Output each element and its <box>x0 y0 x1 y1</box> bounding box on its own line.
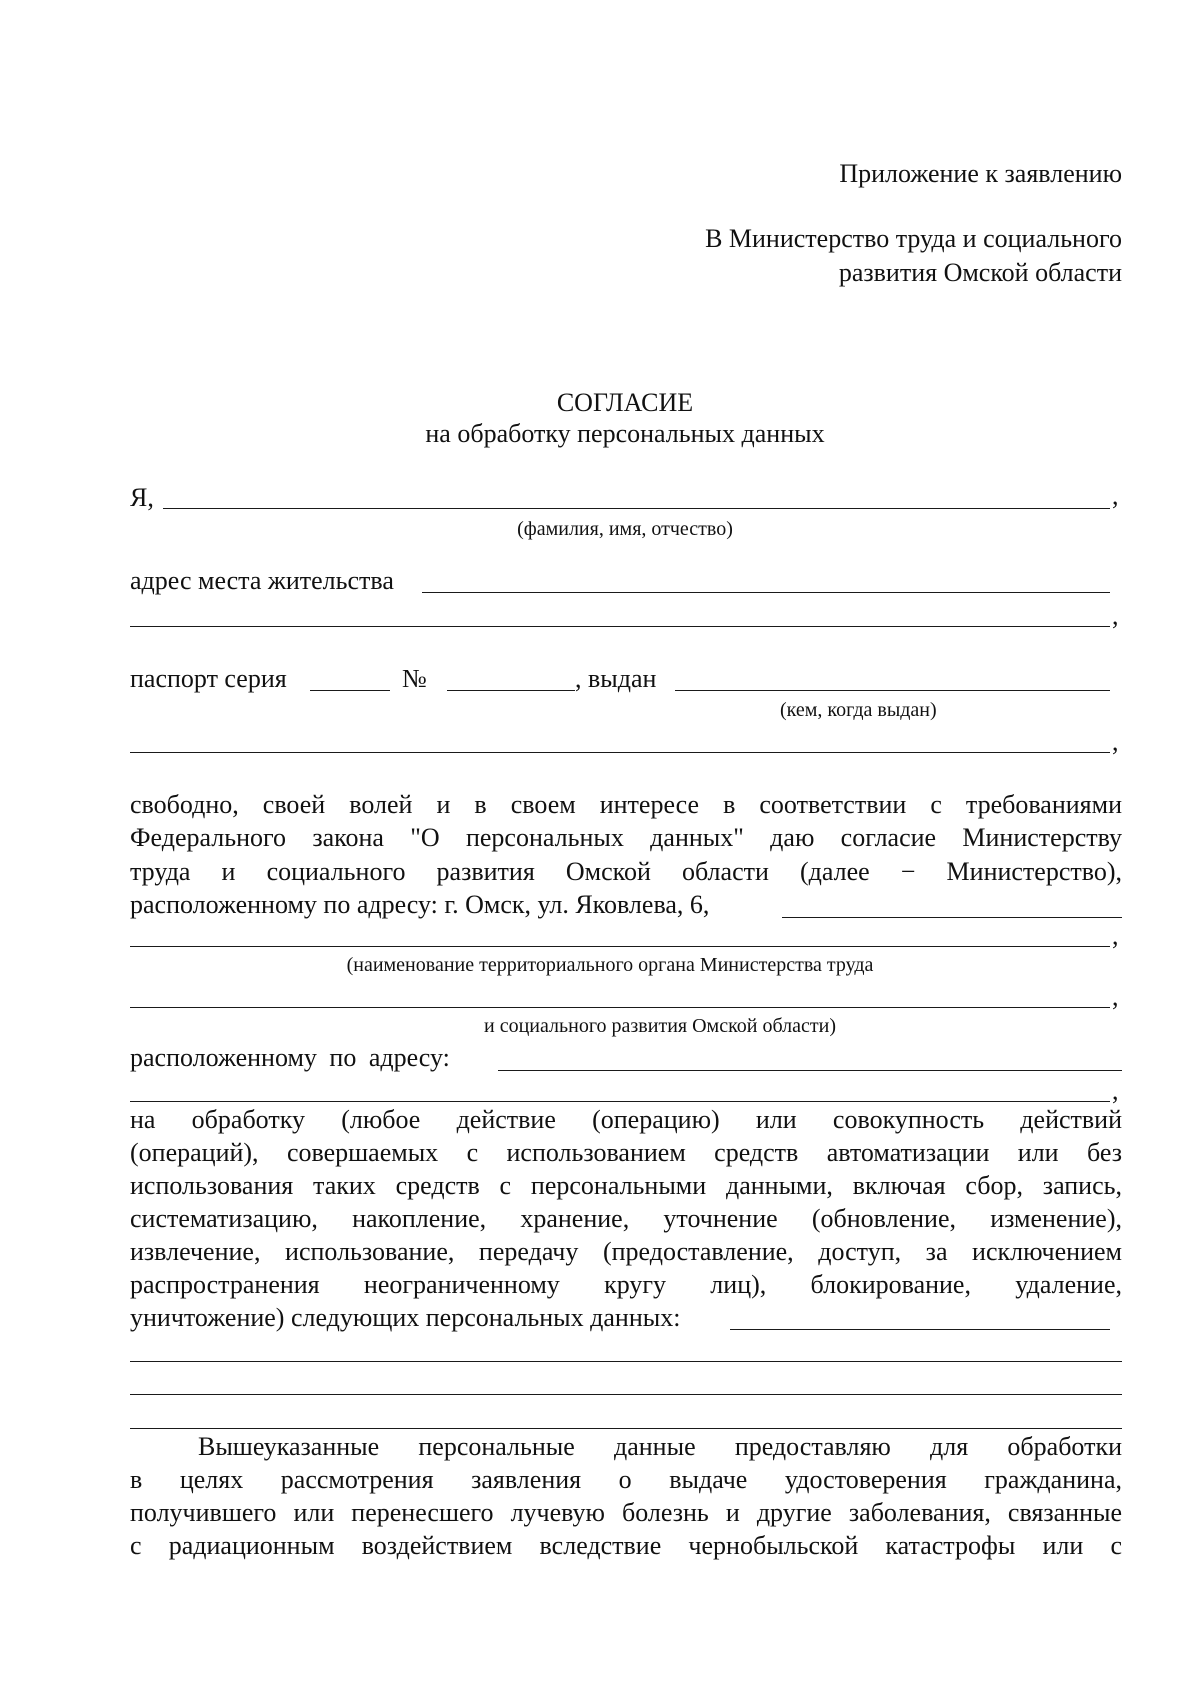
full-name-field[interactable] <box>163 508 1110 509</box>
passport-issued-field[interactable] <box>675 690 1110 691</box>
comma: , <box>1112 982 1119 1011</box>
addressee-line-1: В Министерство труда и социального <box>705 224 1122 253</box>
passport-issued-field-line-2[interactable] <box>130 752 1110 753</box>
territorial-organ-hint-2: и социального развития Омской области) <box>483 1015 836 1037</box>
addressee-line-2: развития Омской области <box>838 258 1122 287</box>
purpose-paragraph-line: с радиационным воздействием вследствие чернобыльской катастрофы или с <box>130 1531 1122 1560</box>
full-name-hint: (фамилия, имя, отчество) <box>517 518 733 540</box>
personal-data-field[interactable] <box>730 1329 1110 1330</box>
document-title: СОГЛАСИЕ <box>556 388 694 417</box>
purpose-paragraph-line: в целях рассмотрения заявления о выдаче удостоверения гражданина, <box>130 1465 1122 1494</box>
personal-data-field-line-4[interactable] <box>130 1428 1122 1429</box>
passport-number-field[interactable] <box>447 690 575 691</box>
address-field-line-2[interactable] <box>130 626 1110 627</box>
territorial-organ-field[interactable] <box>782 917 1122 918</box>
document-subtitle: на обработку персональных данных <box>425 419 825 448</box>
processing-paragraph-line: на обработку (любое действие (операцию) или совокупность действий <box>130 1105 1122 1134</box>
organ-address-field[interactable] <box>498 1070 1122 1071</box>
passport-series-field[interactable] <box>310 690 390 691</box>
processing-paragraph-line: (операций), совершаемых с использованием средств автоматизации или без <box>130 1138 1122 1167</box>
processing-paragraph-line: использования таких средств с персональными данными, включая сбор, запись, <box>130 1171 1122 1200</box>
ministry-address-text: расположенному по адресу: г. Омск, ул. Яковлева, 6, <box>130 890 710 919</box>
consent-paragraph-line: свободно, своей волей и в своем интересе в соответствии с требованиями <box>130 790 1122 819</box>
comma: , <box>1112 727 1119 756</box>
comma: , <box>1112 1076 1119 1105</box>
purpose-paragraph-line: Вышеуказанные персональные данные предоставляю для обработки <box>198 1432 1122 1461</box>
issued-label: , выдан <box>575 664 657 693</box>
purpose-paragraph-line: получившего или перенесшего лучевую болезнь и другие заболевания, связанные <box>130 1498 1122 1527</box>
territorial-organ-hint-1: (наименование территориального органа Министерства труда <box>346 954 874 976</box>
issued-hint: (кем, когда выдан) <box>780 699 937 721</box>
consent-paragraph-line: труда и социального развития Омской области (далее − Министерство), <box>130 857 1122 886</box>
personal-data-list-label: уничтожение) следующих персональных данных: <box>130 1303 681 1332</box>
passport-number-label: № <box>402 664 427 693</box>
territorial-organ-field-line-2[interactable] <box>130 946 1110 947</box>
processing-paragraph-line: распространения неограниченному кругу лиц), блокирование, удаление, <box>130 1270 1122 1299</box>
consent-paragraph-line: Федерального закона "О персональных данных" даю согласие Министерству <box>130 823 1122 852</box>
passport-series-label: паспорт серия <box>130 664 287 693</box>
organ-address-field-line-2[interactable] <box>130 1101 1110 1102</box>
i-label: Я, <box>130 483 154 512</box>
address-field-line-1[interactable] <box>422 592 1110 593</box>
organ-address-label: расположенному по адресу: <box>130 1043 450 1072</box>
processing-paragraph-line: извлечение, использование, передачу (предоставление, доступ, за исключением <box>130 1237 1122 1266</box>
appendix-note: Приложение к заявлению <box>839 159 1122 188</box>
personal-data-field-line-3[interactable] <box>130 1394 1122 1395</box>
comma: , <box>1112 481 1119 510</box>
comma: , <box>1112 601 1119 630</box>
territorial-organ-field-line-3[interactable] <box>130 1007 1110 1008</box>
comma: , <box>1112 921 1119 950</box>
processing-paragraph-line: систематизацию, накопление, хранение, уточнение (обновление, изменение), <box>130 1204 1122 1233</box>
address-label: адрес места жительства <box>130 566 394 595</box>
personal-data-field-line-2[interactable] <box>130 1361 1122 1362</box>
